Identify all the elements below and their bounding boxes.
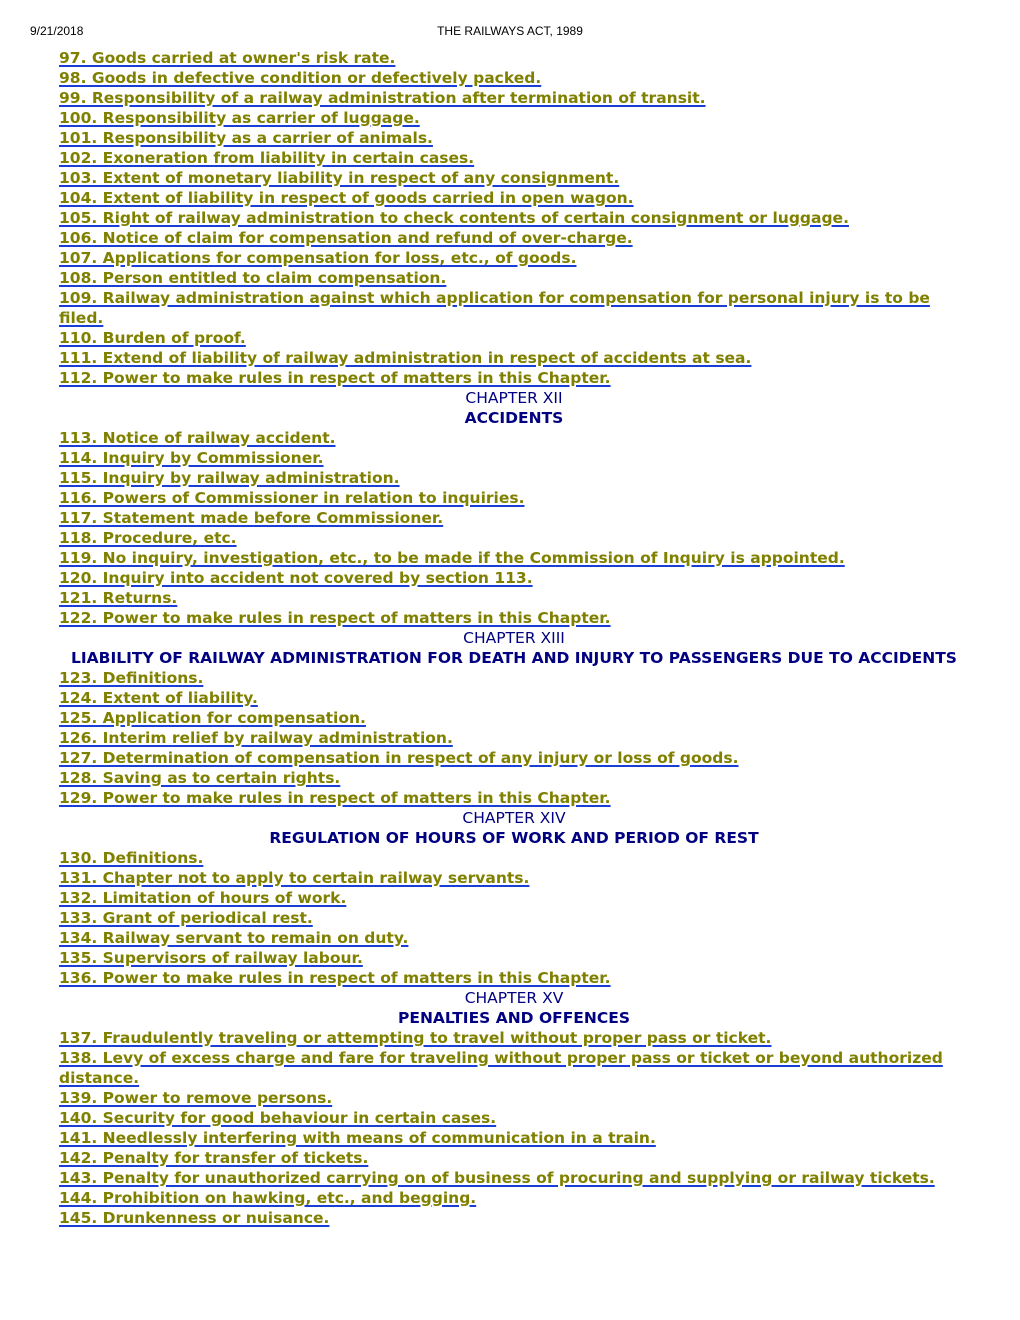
section-link-text: 130. Definitions. (59, 849, 204, 867)
section-link-text: 108. Person entitled to claim compensation. (59, 269, 447, 287)
section-link-text: 136. Power to make rules in respect of matters in this Chapter. (59, 969, 611, 987)
section-link[interactable] (59, 608, 969, 628)
section-link-text: 125. Application for compensation. (59, 709, 366, 727)
chapter-number: CHAPTER XII (465, 389, 563, 407)
section-link[interactable] (59, 468, 969, 488)
section-link[interactable] (59, 288, 969, 328)
section-link[interactable] (59, 228, 969, 248)
print-header (30, 24, 990, 40)
section-link[interactable] (59, 1108, 969, 1128)
section-link[interactable] (59, 148, 969, 168)
section-link[interactable] (59, 1188, 969, 1208)
chapter-title: REGULATION OF HOURS OF WORK AND PERIOD OF REST (269, 829, 759, 847)
document-title: THE RAILWAYS ACT, 1989 (437, 24, 583, 38)
section-link[interactable] (59, 488, 969, 508)
section-link-text: 110. Burden of proof. (59, 329, 246, 347)
section-link-text: 138. Levy of excess charge and fare for traveling without proper pass or ticket or beyond authorized distance. (59, 1049, 943, 1087)
section-link-text: 98. Goods in defective condition or defectively packed. (59, 69, 542, 87)
section-link-text: 109. Railway administration against which application for compensation for personal injury is to be filed. (59, 289, 930, 327)
section-link-text: 140. Security for good behaviour in certain cases. (59, 1109, 497, 1127)
section-link-text: 106. Notice of claim for compensation and refund of over-charge. (59, 229, 633, 247)
section-link[interactable] (59, 1148, 969, 1168)
section-link[interactable] (59, 728, 969, 748)
section-link[interactable] (59, 248, 969, 268)
section-link-text: 104. Extent of liability in respect of goods carried in open wagon. (59, 189, 634, 207)
section-link-text: 112. Power to make rules in respect of matters in this Chapter. (59, 369, 611, 387)
section-link-text: 142. Penalty for transfer of tickets. (59, 1149, 369, 1167)
section-link[interactable] (59, 168, 969, 188)
section-link[interactable] (59, 348, 969, 368)
section-link-text: 123. Definitions. (59, 669, 204, 687)
section-link[interactable] (59, 188, 969, 208)
section-link-text: 119. No inquiry, investigation, etc., to be made if the Commission of Inquiry is appointed. (59, 549, 845, 567)
section-link[interactable] (59, 888, 969, 908)
section-link[interactable] (59, 668, 969, 688)
chapter-title: ACCIDENTS (464, 409, 564, 427)
section-link[interactable] (59, 868, 969, 888)
section-link-text: 141. Needlessly interfering with means of communication in a train. (59, 1129, 656, 1147)
section-link-text: 99. Responsibility of a railway administration after termination of transit. (59, 89, 706, 107)
section-link-text: 111. Extend of liability of railway administration in respect of accidents at sea. (59, 349, 752, 367)
section-link[interactable] (59, 548, 969, 568)
section-link-text: 131. Chapter not to apply to certain railway servants. (59, 869, 530, 887)
section-link-text: 122. Power to make rules in respect of matters in this Chapter. (59, 609, 611, 627)
section-link-text: 124. Extent of liability. (59, 689, 258, 707)
section-link-text: 103. Extent of monetary liability in respect of any consignment. (59, 169, 620, 187)
section-link-text: 144. Prohibition on hawking, etc., and begging. (59, 1189, 477, 1207)
section-link-text: 126. Interim relief by railway administration. (59, 729, 453, 747)
section-link[interactable] (59, 788, 969, 808)
section-link[interactable] (59, 908, 969, 928)
chapter-number: CHAPTER XIII (463, 629, 565, 647)
section-link-text: 97. Goods carried at owner's risk rate. (59, 49, 396, 67)
section-link-text: 145. Drunkenness or nuisance. (59, 1209, 330, 1227)
section-link[interactable] (59, 848, 969, 868)
section-link-text: 120. Inquiry into accident not covered by section 113. (59, 569, 533, 587)
section-link-text: 139. Power to remove persons. (59, 1089, 333, 1107)
section-link[interactable] (59, 688, 969, 708)
section-link[interactable] (59, 528, 969, 548)
section-link[interactable] (59, 268, 969, 288)
section-link[interactable] (59, 428, 969, 448)
section-link[interactable] (59, 1048, 969, 1088)
print-date: 9/21/2018 (30, 24, 84, 38)
section-link[interactable] (59, 968, 969, 988)
section-link-text: 132. Limitation of hours of work. (59, 889, 347, 907)
section-link[interactable] (59, 48, 969, 68)
section-link[interactable] (59, 88, 969, 108)
section-link-text: 133. Grant of periodical rest. (59, 909, 313, 927)
section-link[interactable] (59, 768, 969, 788)
section-link-text: 115. Inquiry by railway administration. (59, 469, 400, 487)
section-link-text: 137. Fraudulently traveling or attempting to travel without proper pass or ticket. (59, 1029, 772, 1047)
section-link[interactable] (59, 508, 969, 528)
section-link[interactable] (59, 108, 969, 128)
section-link-text: 116. Powers of Commissioner in relation to inquiries. (59, 489, 525, 507)
section-link[interactable] (59, 1208, 969, 1228)
section-link[interactable] (59, 568, 969, 588)
section-link-text: 143. Penalty for unauthorized carrying on of business of procuring and supplying or railway tickets. (59, 1169, 935, 1187)
section-link-text: 118. Procedure, etc. (59, 529, 237, 547)
section-link[interactable] (59, 748, 969, 768)
section-link[interactable] (59, 588, 969, 608)
table-of-contents (59, 48, 969, 1228)
chapter-number: CHAPTER XV (464, 989, 564, 1007)
section-link[interactable] (59, 208, 969, 228)
section-link[interactable] (59, 328, 969, 348)
section-link[interactable] (59, 708, 969, 728)
section-link[interactable] (59, 1168, 969, 1188)
section-link-text: 101. Responsibility as a carrier of animals. (59, 129, 433, 147)
section-link-text: 107. Applications for compensation for loss, etc., of goods. (59, 249, 577, 267)
section-link-text: 128. Saving as to certain rights. (59, 769, 341, 787)
section-link-text: 100. Responsibility as carrier of luggage. (59, 109, 420, 127)
section-link[interactable] (59, 928, 969, 948)
section-link[interactable] (59, 128, 969, 148)
chapter-title: LIABILITY OF RAILWAY ADMINISTRATION FOR DEATH AND INJURY TO PASSENGERS DUE TO ACCIDENTS (71, 649, 957, 667)
section-link-text: 129. Power to make rules in respect of matters in this Chapter. (59, 789, 611, 807)
section-link[interactable] (59, 368, 969, 388)
section-link[interactable] (59, 1088, 969, 1108)
section-link[interactable] (59, 948, 969, 968)
section-link-text: 114. Inquiry by Commissioner. (59, 449, 324, 467)
section-link-text: 135. Supervisors of railway labour. (59, 949, 363, 967)
chapter-number: CHAPTER XIV (462, 809, 566, 827)
chapter-title: PENALTIES AND OFFENCES (398, 1009, 630, 1027)
section-link[interactable] (59, 448, 969, 468)
section-link[interactable] (59, 1128, 969, 1148)
section-link-text: 127. Determination of compensation in respect of any injury or loss of goods. (59, 749, 739, 767)
section-link-text: 134. Railway servant to remain on duty. (59, 929, 409, 947)
section-link-text: 117. Statement made before Commissioner. (59, 509, 444, 527)
section-link-text: 113. Notice of railway accident. (59, 429, 336, 447)
section-link[interactable] (59, 68, 969, 88)
section-link-text: 102. Exoneration from liability in certain cases. (59, 149, 475, 167)
section-link[interactable] (59, 1028, 969, 1048)
section-link-text: 105. Right of railway administration to check contents of certain consignment or luggage. (59, 209, 849, 227)
section-link-text: 121. Returns. (59, 589, 178, 607)
